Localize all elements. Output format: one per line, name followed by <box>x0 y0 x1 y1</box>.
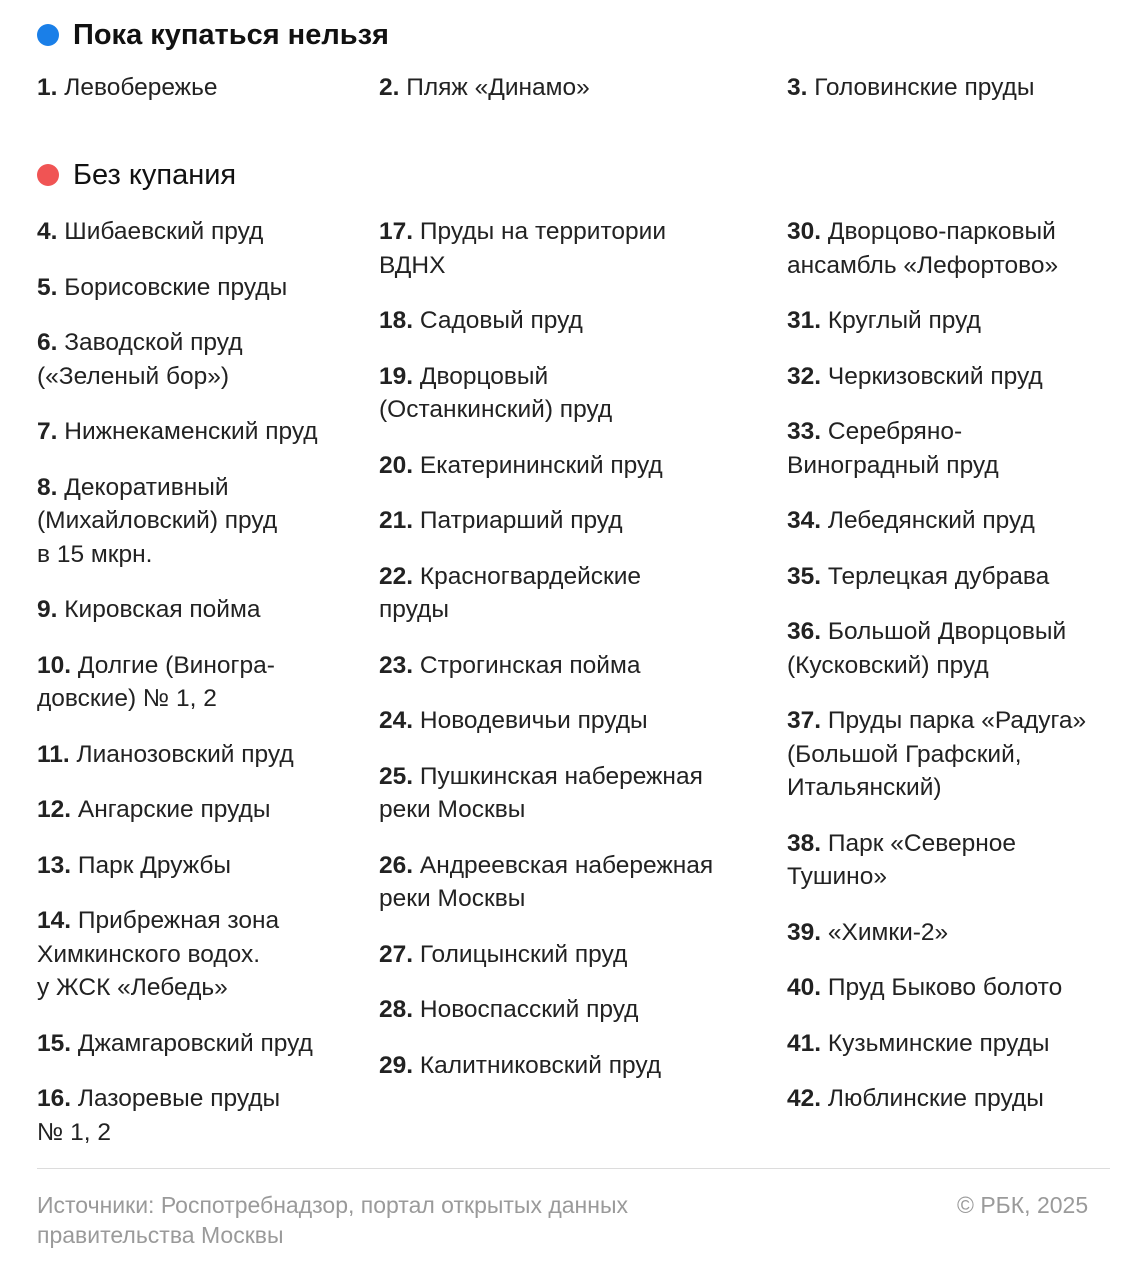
list-item-number: 19. <box>379 362 414 390</box>
list-item-text: Виноградный пруд <box>787 451 999 479</box>
list-item-number: 41. <box>787 1029 822 1057</box>
list-item <box>37 738 294 772</box>
list-item <box>379 360 612 427</box>
list-item-text: Джамгаровский пруд <box>77 1029 313 1057</box>
list-item-number: 2. <box>379 74 400 101</box>
list-item-text: Екатерининский пруд <box>419 451 663 479</box>
list-item-line <box>379 304 583 338</box>
list-item <box>787 71 1034 105</box>
list-item-line <box>379 71 590 105</box>
list-item-line <box>787 1082 1044 1116</box>
list-item-line <box>37 938 279 972</box>
list-item-line <box>787 916 948 950</box>
list-item-line <box>37 415 318 449</box>
list-item-text: Итальянский) <box>787 774 942 801</box>
list-item-text: (Останкинский) пруд <box>379 396 613 423</box>
list-item-line <box>37 1027 313 1061</box>
list-item-number: 7. <box>37 418 58 445</box>
list-item <box>787 304 981 338</box>
list-item <box>37 71 217 105</box>
list-item <box>37 215 263 249</box>
list-item-line <box>379 215 666 249</box>
list-item-line <box>379 882 713 916</box>
section-title-open: Пока купаться нельзя <box>73 19 389 51</box>
list-item-text: Серебряно- <box>827 418 963 445</box>
list-item-text: Люблинские пруды <box>827 1085 1044 1112</box>
list-item-text: Красногвардейские <box>419 562 642 590</box>
list-item-number: 5. <box>37 273 58 301</box>
list-item-text: Долгие (Виногра- <box>77 651 275 679</box>
list-item-text: (Кусковский) пруд <box>787 651 989 679</box>
list-item-text: Большой Дворцовый <box>827 618 1067 645</box>
list-item-text: Патриарший пруд <box>419 507 623 534</box>
list-item-line <box>379 849 713 883</box>
list-item-text: в 15 мкрн. <box>37 540 153 568</box>
list-item-text: Лазоревые пруды <box>77 1085 281 1112</box>
list-item-line <box>37 504 277 538</box>
list-item-number: 32. <box>787 362 822 390</box>
list-item-line <box>37 71 217 105</box>
list-item-text: Новодевичьи пруды <box>419 707 648 734</box>
list-item-text: Нижнекаменский пруд <box>64 418 318 445</box>
list-item-line <box>37 1116 280 1150</box>
list-item-number: 8. <box>37 473 58 501</box>
list-item-line <box>787 1027 1050 1061</box>
list-item <box>37 415 318 449</box>
list-item <box>37 793 270 827</box>
list-item-text: «Химки-2» <box>827 918 949 946</box>
list-item-number: 34. <box>787 507 822 534</box>
list-item-text: пруды <box>379 596 449 623</box>
list-item-text: Лебедянский пруд <box>827 507 1035 534</box>
list-item-number: 22. <box>379 562 414 590</box>
list-item-number: 37. <box>787 707 822 734</box>
list-item-line <box>37 471 277 505</box>
list-item-number: 29. <box>379 1051 414 1079</box>
list-item-line <box>37 849 231 883</box>
list-item-text: Прибрежная зона <box>77 907 280 934</box>
list-item-number: 6. <box>37 329 58 356</box>
list-item <box>787 560 1049 594</box>
list-item-number: 28. <box>379 996 414 1023</box>
list-item-number: 38. <box>787 829 822 857</box>
list-item-text: ансамбль «Лефортово» <box>787 251 1059 279</box>
list-item-number: 18. <box>379 307 414 334</box>
list-item-text: Строгинская пойма <box>419 651 641 679</box>
list-item-number: 42. <box>787 1085 822 1112</box>
list-item-text: № 1, 2 <box>37 1118 111 1146</box>
list-item-line <box>787 704 1086 738</box>
list-item-text: Ангарские пруды <box>77 796 271 823</box>
list-item-text: (Большой Графский, <box>787 740 1022 768</box>
list-item-text: Кузьминские пруды <box>827 1029 1050 1057</box>
list-item-text: Голицынский пруд <box>419 940 628 968</box>
list-item-number: 17. <box>379 218 414 245</box>
list-item-line <box>37 738 294 772</box>
list-item-line <box>37 793 270 827</box>
list-item-text: Дворцово-парковый <box>827 218 1056 245</box>
list-item-line <box>37 538 277 572</box>
list-item <box>37 593 260 627</box>
list-item <box>37 1027 313 1061</box>
list-item-text: Парк «Северное <box>827 829 1016 857</box>
list-item-number: 21. <box>379 507 414 534</box>
footer-copyright: © РБК, 2025 <box>957 1192 1089 1218</box>
list-item <box>37 326 243 393</box>
list-item <box>379 649 640 683</box>
list-item-number: 25. <box>379 762 414 790</box>
list-item-line <box>37 271 287 305</box>
list-item-line <box>379 249 666 283</box>
list-item-number: 31. <box>787 307 822 334</box>
list-item-text: Пушкинская набережная <box>419 762 703 790</box>
list-item-number: 11. <box>37 740 70 768</box>
list-item-line <box>787 249 1058 283</box>
list-item-number: 27. <box>379 940 414 968</box>
list-item-number: 26. <box>379 851 414 879</box>
list-item-line <box>37 904 279 938</box>
list-item-text: Заводской пруд <box>64 329 243 356</box>
list-item <box>37 471 277 572</box>
list-item-text: Садовый пруд <box>419 307 583 334</box>
list-item-line <box>787 738 1086 772</box>
list-item <box>379 304 583 338</box>
list-item-text: довские) № 1, 2 <box>37 685 217 712</box>
list-item <box>379 71 590 105</box>
list-item-line <box>37 215 263 249</box>
list-item-line <box>787 360 1043 394</box>
list-item-line <box>787 649 1066 683</box>
list-item-text: Терлецкая дубрава <box>827 562 1050 590</box>
list-item <box>379 1049 661 1083</box>
list-item-line <box>379 993 638 1027</box>
list-item-text: Андреевская набережная <box>419 851 714 879</box>
list-item-text: Пруды на территории <box>419 218 667 245</box>
list-item-line <box>379 593 641 627</box>
list-item-line <box>37 360 243 394</box>
list-item-text: Черкизовский пруд <box>827 362 1043 390</box>
list-item-line <box>379 649 640 683</box>
list-item <box>787 415 999 482</box>
list-item-line <box>787 71 1034 105</box>
list-item-number: 23. <box>379 651 414 679</box>
list-item-number: 30. <box>787 218 822 245</box>
list-item-line <box>787 304 981 338</box>
list-item <box>787 827 1016 894</box>
list-item <box>787 504 1035 538</box>
list-item-text: Пруды парка «Радуга» <box>827 707 1087 734</box>
list-item-text: Борисовские пруды <box>64 273 288 301</box>
list-item-line <box>379 938 627 972</box>
list-item-text: Головинские пруды <box>814 74 1035 101</box>
list-item-line <box>379 449 663 483</box>
list-item <box>787 916 948 950</box>
list-item <box>787 215 1058 282</box>
list-item-text: у ЖСК «Лебедь» <box>37 974 228 1001</box>
list-item-line <box>379 360 612 394</box>
list-item <box>379 704 648 738</box>
list-item <box>37 649 275 716</box>
list-item-line <box>787 560 1049 594</box>
list-item-number: 10. <box>37 651 72 679</box>
list-item-text: Левобережье <box>64 74 218 101</box>
list-item-line <box>787 504 1035 538</box>
list-item-line <box>787 771 1086 805</box>
list-item-line <box>379 504 623 538</box>
list-item-number: 9. <box>37 596 58 623</box>
list-item-line <box>37 593 260 627</box>
list-item-number: 3. <box>787 74 808 101</box>
list-item-line <box>379 760 703 794</box>
list-item-number: 24. <box>379 707 414 734</box>
list-item <box>379 849 713 916</box>
list-item-number: 1. <box>37 74 58 101</box>
list-item-text: Пляж «Динамо» <box>406 74 590 101</box>
list-item-number: 12. <box>37 796 72 823</box>
list-item-number: 14. <box>37 907 72 934</box>
list-item-line <box>787 449 999 483</box>
list-item-line <box>787 971 1062 1005</box>
list-item-line <box>37 326 243 360</box>
list-item-number: 4. <box>37 218 58 245</box>
list-item-text: Пруд Быково болото <box>827 974 1063 1001</box>
list-item-line <box>37 682 275 716</box>
list-item-line <box>37 649 275 683</box>
list-item-text: Круглый пруд <box>827 307 981 334</box>
list-item-text: Дворцовый <box>419 362 549 390</box>
list-item-text: (Михайловский) пруд <box>37 507 278 534</box>
list-item-number: 16. <box>37 1085 72 1112</box>
list-item-number: 35. <box>787 562 822 590</box>
list-item-line <box>379 793 703 827</box>
list-item-line <box>379 560 641 594</box>
list-item <box>379 938 627 972</box>
list-item-text: Новоспасский пруд <box>419 996 639 1023</box>
red-dot-icon <box>37 164 59 186</box>
list-item <box>787 360 1043 394</box>
list-item-number: 40. <box>787 974 822 1001</box>
list-item-line <box>379 704 648 738</box>
list-item <box>37 1082 280 1149</box>
list-item-text: Тушино» <box>787 863 887 890</box>
list-item-number: 33. <box>787 418 822 445</box>
list-item-text: реки Москвы <box>379 885 526 912</box>
list-item <box>379 560 641 627</box>
list-item-number: 36. <box>787 618 822 645</box>
list-item <box>787 1082 1044 1116</box>
list-item-text: («Зеленый бор») <box>37 362 230 390</box>
list-item-text: Кировская пойма <box>64 596 261 623</box>
list-item <box>379 215 666 282</box>
list-item-number: 13. <box>37 851 72 879</box>
footer-source-line: Источники: Роспотребнадзор, портал открытых данных <box>37 1192 628 1218</box>
list-item <box>379 993 638 1027</box>
list-item-text: Лианозовский пруд <box>76 740 294 768</box>
list-item-line <box>37 1082 280 1116</box>
list-item <box>787 704 1086 805</box>
list-item-line <box>37 971 279 1005</box>
section-heading-no-swim <box>37 158 236 192</box>
list-item <box>37 849 231 883</box>
list-item <box>37 271 287 305</box>
list-item-number: 15. <box>37 1029 72 1057</box>
list-item-text: Парк Дружбы <box>77 851 232 879</box>
list-item-number: 20. <box>379 451 414 479</box>
list-item <box>787 971 1062 1005</box>
divider <box>37 1168 1110 1169</box>
blue-dot-icon <box>37 24 59 46</box>
footer-source <box>37 1190 628 1250</box>
list-item <box>37 904 279 1005</box>
list-item <box>379 760 703 827</box>
list-item-text: Декоративный <box>64 473 229 501</box>
list-item <box>787 615 1066 682</box>
list-item-line <box>787 615 1066 649</box>
section-heading-open <box>37 18 389 52</box>
list-item-line <box>787 215 1058 249</box>
list-item-text: Химкинского водох. <box>37 940 261 968</box>
section-title-no-swim: Без купания <box>73 159 237 191</box>
list-item-line <box>787 827 1016 861</box>
list-item <box>379 504 623 538</box>
list-item-text: Шибаевский пруд <box>64 218 264 245</box>
list-item-number: 39. <box>787 918 822 946</box>
list-item <box>379 449 663 483</box>
list-item-line <box>787 415 999 449</box>
list-item-line <box>379 1049 661 1083</box>
list-item-text: реки Москвы <box>379 796 526 823</box>
list-item-text: Калитниковский пруд <box>419 1051 662 1079</box>
list-item-line <box>379 393 612 427</box>
list-item-text: ВДНХ <box>379 251 446 279</box>
footer-source-line: правительства Москвы <box>37 1222 284 1248</box>
list-item <box>787 1027 1050 1061</box>
list-item-line <box>787 860 1016 894</box>
